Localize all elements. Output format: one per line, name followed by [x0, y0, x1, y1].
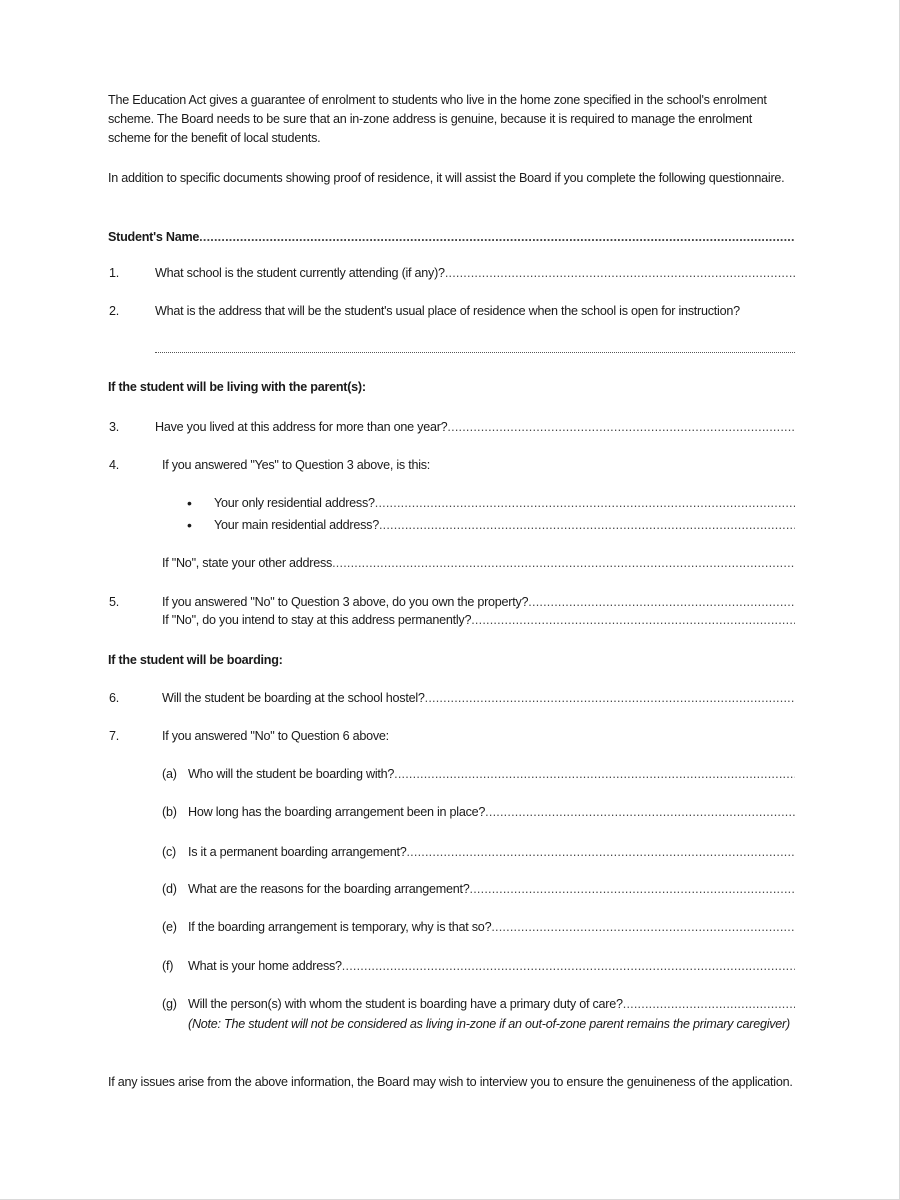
q7e-leader — [491, 918, 795, 937]
q7f-field[interactable] — [188, 957, 795, 976]
bullet-icon: • — [187, 517, 192, 533]
q7g-field[interactable] — [188, 995, 795, 1014]
q7d-label: (d) — [162, 882, 177, 896]
q7b-field[interactable] — [188, 803, 795, 822]
q7f-leader — [342, 957, 795, 976]
q7d-field[interactable] — [188, 880, 795, 899]
q7d-leader — [470, 880, 795, 899]
q4-other-address-leader — [332, 554, 795, 573]
q7a-text: Who will the student be boarding with? — [188, 767, 395, 781]
student-name-leader — [199, 228, 795, 247]
q7c-leader — [406, 843, 795, 862]
q7a-leader — [394, 765, 795, 784]
q3-leader — [447, 418, 795, 437]
q2-answer-line[interactable] — [155, 351, 795, 353]
q4-bullet-2-text: Your main residential address? — [214, 518, 379, 532]
q7e-field[interactable] — [188, 918, 795, 937]
q7a-label: (a) — [162, 767, 177, 781]
q4-text: If you answered "Yes" to Question 3 above, is this: — [162, 458, 431, 472]
q7f-label: (f) — [162, 959, 174, 973]
q7c-text: Is it a permanent boarding arrangement? — [188, 845, 407, 859]
q4-number: 4. — [109, 458, 120, 472]
q7c-label: (c) — [162, 845, 176, 859]
q4-bullet-1-leader — [375, 494, 795, 513]
student-name-field[interactable] — [108, 228, 795, 247]
q7e-text: If the boarding arrangement is temporary, why is that so? — [188, 920, 492, 934]
section-heading-boarding: If the student will be boarding: — [108, 653, 283, 667]
q7b-leader — [485, 803, 795, 822]
student-name-label: Student's Name — [108, 230, 200, 244]
q4-bullet-2-field[interactable] — [214, 516, 795, 535]
section-heading-parents: If the student will be living with the parent(s): — [108, 380, 366, 394]
q1-number: 1. — [109, 266, 120, 280]
q2-text: What is the address that will be the student's usual place of residence when the school is open for instruction? — [155, 304, 740, 318]
q7g-leader — [623, 995, 795, 1014]
q5-line-1-text: If you answered "No" to Question 3 above, do you own the property? — [162, 595, 529, 609]
q6-leader — [425, 689, 795, 708]
q4-bullet-1-field[interactable] — [214, 494, 795, 513]
bullet-icon: • — [187, 495, 192, 511]
q7-number: 7. — [109, 729, 120, 743]
q3-number: 3. — [109, 420, 120, 434]
q1-field[interactable] — [155, 264, 795, 283]
q7b-label: (b) — [162, 805, 177, 819]
q5-line-1-field[interactable] — [162, 593, 795, 612]
q2-number: 2. — [109, 304, 120, 318]
q7-text: If you answered "No" to Question 6 above: — [162, 729, 389, 743]
q7e-label: (e) — [162, 920, 177, 934]
q1-leader — [445, 264, 795, 283]
q3-text: Have you lived at this address for more than one year? — [155, 420, 448, 434]
q7c-field[interactable] — [188, 843, 795, 862]
q3-field[interactable] — [155, 418, 795, 437]
q5-line-2-field[interactable] — [162, 611, 795, 630]
q7-note: (Note: The student will not be considered as living in-zone if an out-of-zone parent remains the primary caregiver) — [188, 1017, 790, 1031]
q7g-label: (g) — [162, 997, 177, 1011]
intro-paragraph-1: The Education Act gives a guarantee of enrolment to students who live in the home zone specified in the school's enrolment scheme. The Board needs to be sure that an in-zone address is genuine, because it is required to manage the enrolment scheme for the benefit of local students. — [108, 93, 767, 145]
q1-text: What school is the student currently attending (if any)? — [155, 266, 445, 280]
q7g-text: Will the person(s) with whom the student is boarding have a primary duty of care? — [188, 997, 623, 1011]
q7b-text: How long has the boarding arrangement been in place? — [188, 805, 486, 819]
q7f-text: What is your home address? — [188, 959, 342, 973]
q5-line-2-leader — [471, 611, 795, 630]
q5-number: 5. — [109, 595, 120, 609]
q4-bullet-2-leader — [379, 516, 795, 535]
q4-other-address-text: If "No", state your other address — [162, 556, 333, 570]
q7d-text: What are the reasons for the boarding arrangement? — [188, 882, 470, 896]
q7a-field[interactable] — [188, 765, 795, 784]
q4-bullet-1-text: Your only residential address? — [214, 496, 375, 510]
intro-paragraph-2: In addition to specific documents showing proof of residence, it will assist the Board if you complete the following questionnaire. — [108, 171, 785, 185]
closing-paragraph: If any issues arise from the above information, the Board may wish to interview you to ensure the genuineness of the application. — [108, 1075, 793, 1089]
q6-field[interactable] — [162, 689, 795, 708]
q6-number: 6. — [109, 691, 120, 705]
q5-line-2-text: If "No", do you intend to stay at this address permanently? — [162, 613, 472, 627]
q4-other-address-field[interactable] — [162, 554, 795, 573]
q6-text: Will the student be boarding at the school hostel? — [162, 691, 425, 705]
q5-line-1-leader — [528, 593, 795, 612]
